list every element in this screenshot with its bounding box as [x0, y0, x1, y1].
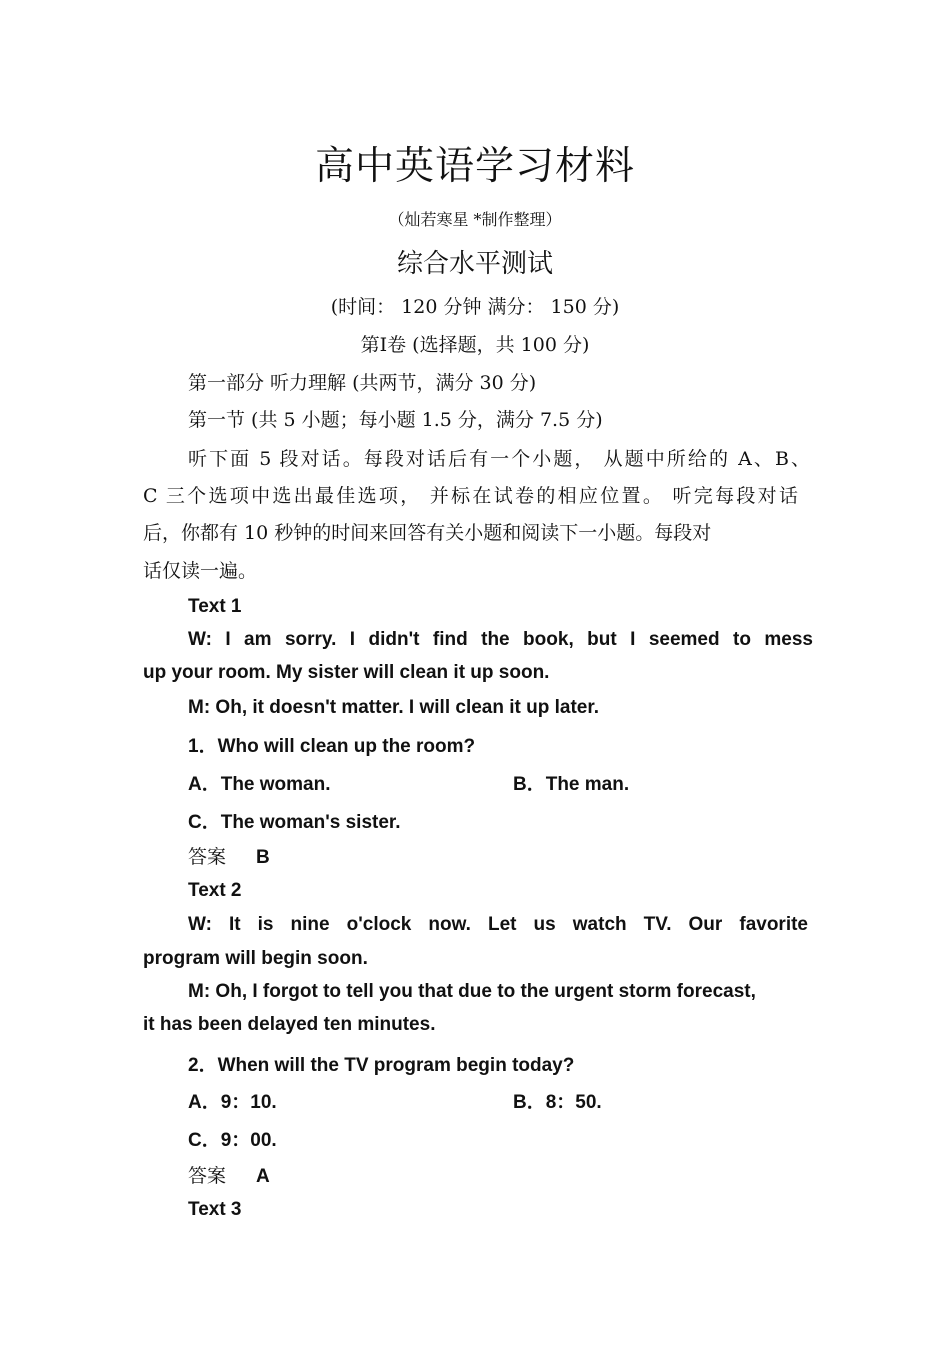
- instructions-line-3: 后，你都有 10 秒钟的时间来回答有关小题和阅读下一小题。每段对: [143, 522, 712, 544]
- question-2: 2．When will the TV program begin today?: [188, 1055, 575, 1076]
- q2-option-b: B．8：50.: [513, 1092, 602, 1113]
- answer-label: 答案: [188, 1165, 227, 1187]
- text2-woman-line-1: W: It is nine o'clock now. Let us watch TV. Our favorite: [188, 914, 808, 935]
- section-heading: 第一节 (共 5 小题；每小题 1.5 分，满分 7.5 分): [188, 409, 603, 431]
- q2-option-a: A．9：10.: [188, 1092, 277, 1113]
- q1-option-a: A．The woman.: [188, 774, 331, 795]
- text3-label: Text 3: [188, 1199, 242, 1220]
- q1-answer: [188, 842, 270, 869]
- text2-man-line-2: it has been delayed ten minutes.: [143, 1014, 436, 1035]
- test-heading: 综合水平测试: [396, 249, 553, 279]
- text1-woman-line-1: W: I am sorry. I didn't find the book, but I seemed to mess: [188, 629, 813, 650]
- document-subtitle: （灿若寒星 *制作整理）: [388, 210, 562, 229]
- q1-option-c: C．The woman's sister.: [188, 812, 401, 833]
- volume-heading: 第Ⅰ卷 (选择题，共 100 分): [360, 334, 590, 356]
- answer-value: A: [256, 1166, 270, 1187]
- text1-man-line: M: Oh, it doesn't matter. I will clean it up later.: [188, 697, 599, 718]
- text2-woman-line-2: program will begin soon.: [143, 948, 368, 969]
- time-info: (时间： 120 分钟 满分： 150 分): [330, 296, 620, 318]
- part-heading: 第一部分 听力理解 (共两节，满分 30 分): [188, 372, 537, 394]
- answer-label: 答案: [188, 846, 227, 868]
- q2-option-c: C．9：00.: [188, 1130, 277, 1151]
- instructions-line-1: 听下面 5 段对话。每段对话后有一个小题， 从题中所给的 A、B、: [188, 448, 810, 470]
- text1-woman-line-2: up your room. My sister will clean it up soon.: [143, 662, 550, 683]
- text1-label: Text 1: [188, 596, 242, 617]
- q1-option-b: B．The man.: [513, 774, 630, 795]
- document-title: 高中英语学习材料: [314, 144, 635, 189]
- q2-answer: [188, 1161, 270, 1188]
- text2-man-line-1: M: Oh, I forgot to tell you that due to the urgent storm forecast,: [188, 981, 756, 1002]
- question-1: 1．Who will clean up the room?: [188, 736, 476, 757]
- answer-value: B: [256, 847, 270, 868]
- instructions-line-4: 话仅读一遍。: [143, 560, 258, 582]
- instructions-line-2: C 三个选项中选出最佳选项， 并标在试卷的相应位置。 听完每段对话: [143, 485, 798, 507]
- text2-label: Text 2: [188, 880, 242, 901]
